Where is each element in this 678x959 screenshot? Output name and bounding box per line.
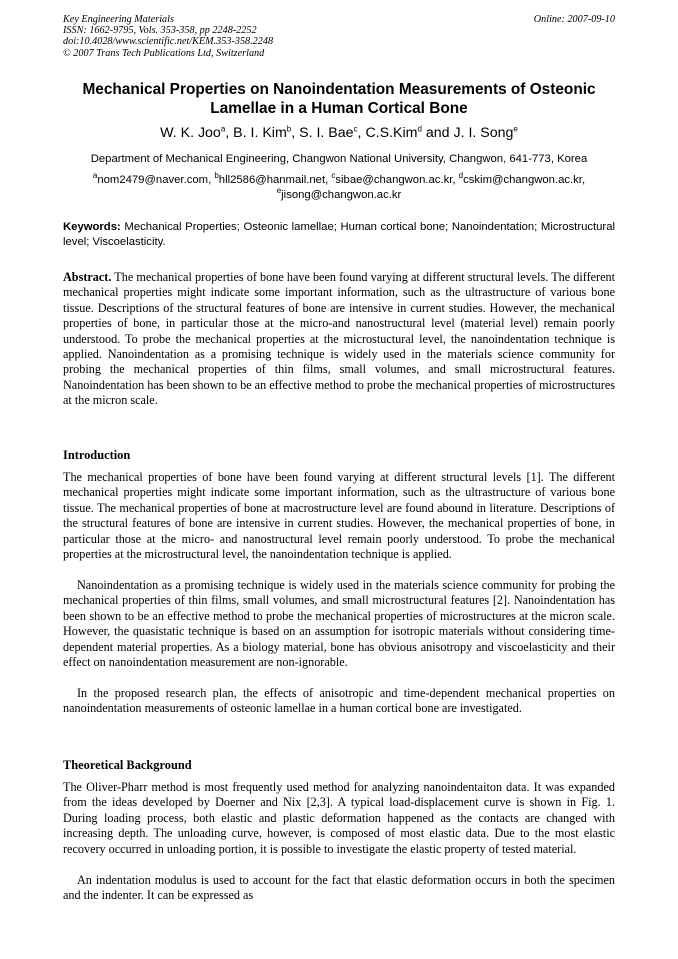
abstract-text: The mechanical properties of bone have been found varying at different structural levels. The different mechanical properties might indicate some important information, such as the ultrastructure of various bone tissue. Descriptions of the structural features of bone are intensive in current studies. However, the mechanical properties of bone, in particular those at the micro-and nanostructural level (material level) remain poorly understood. To probe the mechanical properties at the microstuctural level, the nanoindentation technique is applied. Nanoindentation as a promising technique is widely used in the materials science community for probing the mechanical properties of thin films, small volumes, and small microstructural features. Nanoindentation has been shown to be an effective method to probe the mechanical properties of microstructures at the micron scale. <box>63 270 615 408</box>
author-affil-mark: e <box>513 124 518 134</box>
author-name: W. K. Joo <box>160 125 221 141</box>
keywords-label: Keywords: <box>63 221 121 233</box>
email-b[interactable]: hll2586@hanmail.net <box>218 174 326 186</box>
journal-header <box>63 14 615 59</box>
email-mark-a: a <box>92 171 98 181</box>
email-mark-b: b <box>214 171 219 181</box>
introduction-paragraph-2: Nanoindentation as a promising technique is widely used in the materials science community for probing the mechanical properties of thin films, small volumes, and small microstructural features [2]. Nanoindentation has been shown to be an effective method to probe the mechanical properties of microstructures at the micron scale. However, the quasistatic technique is based on an assumption for isotropic materials without considering time-dependent material properties. As a biology material, bone has obvious anisotropy and viscoelasticity and their effect on nanoindentation measurement are non-ignorable. <box>63 578 615 670</box>
author-emails <box>63 173 615 203</box>
paper-title-line-1: Mechanical Properties on Nanoindentation Measurements of Osteonic <box>82 81 596 98</box>
email-mark-e: e <box>276 186 282 196</box>
author-name: B. I. Kim <box>233 125 287 141</box>
author-affil-mark: a <box>220 124 226 134</box>
email-a[interactable]: nom2479@naver.com <box>97 174 209 186</box>
section-heading-introduction: Introduction <box>63 448 131 462</box>
email-mark-d: d <box>458 171 464 181</box>
author-sep: , <box>291 125 300 141</box>
keywords-text: Mechanical Properties; Osteonic lamellae; Human cortical bone; Nanoindentation; Microstructural level; Viscoelasticity. <box>63 221 615 248</box>
paper-title-line-2: Lamellae in a Human Cortical Bone <box>210 100 468 117</box>
email-d[interactable]: cskim@changwon.ac.kr <box>463 174 582 186</box>
author-list <box>63 124 615 142</box>
author-sep: , <box>225 125 234 141</box>
introduction-paragraph-1: The mechanical properties of bone have been found varying at different structural levels [1]. The different mechanical properties might indicate some important information, such as the ultrastructure of various bone tissue. The mechanical properties of bone at macrostructure level are found abound in literature. Descriptions of the structural features of bone are intensive in current studies. However, the mechanical properties of bone, in particular those at the micro- and nanostructural level remain poorly understood. To probe the mechanical properties at the microstructural level, the nanoindentation technique is applied. <box>63 470 615 562</box>
keywords <box>63 220 615 250</box>
author-name: S. I. Bae <box>299 125 354 141</box>
author-affil-mark: d <box>417 124 422 134</box>
journal-issn: ISSN: 1662-9795, Vols. 353-358, pp 2248-2252 <box>63 25 257 37</box>
affiliation: Department of Mechanical Engineering, Changwon National University, Changwon, 641-773, Korea <box>90 153 588 165</box>
journal-doi: doi:10.4028/www.scientific.net/KEM.353-358.2248 <box>63 36 274 48</box>
author-affil-mark: b <box>286 124 292 134</box>
section-heading-theoretical-background: Theoretical Background <box>63 758 192 772</box>
author-sep: and <box>421 125 454 141</box>
email-e[interactable]: jisong@changwon.ac.kr <box>281 189 402 201</box>
introduction-paragraph-3: In the proposed research plan, the effects of anisotropic and time-dependent mechanical properties on nanoindentation measurements of osteonic lamellae in a human cortical bone are investigated. <box>63 686 615 716</box>
theory-paragraph-1: The Oliver-Pharr method is most frequently used method for analyzing nanoindentaiton data. It was expanded from the ideas developed by Doerner and Nix [2,3]. A typical load-displacement curve is shown in Fig. 1. During loading process, both elastic and plastic deformation happened as the contacts are changed with increasing depth. The unloading curve, however, is composed of most elastic data. Due to the most elastic recovery occurred in unloading portion, it is possible to investigate the elastic property of tested material. <box>63 780 615 856</box>
abstract-label: Abstract. <box>63 270 112 284</box>
author-name: J. I. Song <box>453 125 514 141</box>
author-affil-mark: c <box>353 124 358 134</box>
email-line-1: $^a$nom2479@naver.com, $^b$hll2586@hanmail.net, $^c$sibae@changwon.ac.kr, $^d$cskim@changwon.ac.kr, <box>92 171 586 186</box>
journal-name: Key Engineering Materials <box>63 14 174 25</box>
theory-paragraph-2: An indentation modulus is used to account for the fact that elastic deformation occurs in both the specimen and the indenter. It can be expressed as <box>63 873 615 903</box>
email-c[interactable]: sibae@changwon.ac.kr <box>335 174 453 186</box>
online-date: Online: 2007-09-10 <box>533 14 615 25</box>
author-name: C.S.Kim <box>365 125 418 141</box>
email-line-2 <box>63 188 615 203</box>
abstract <box>63 270 615 409</box>
email-mark-c: c <box>331 171 336 181</box>
journal-copyright: © 2007 Trans Tech Publications Ltd, Switzerland <box>63 47 265 59</box>
paper-title <box>63 80 615 118</box>
author-sep: , <box>357 125 366 141</box>
